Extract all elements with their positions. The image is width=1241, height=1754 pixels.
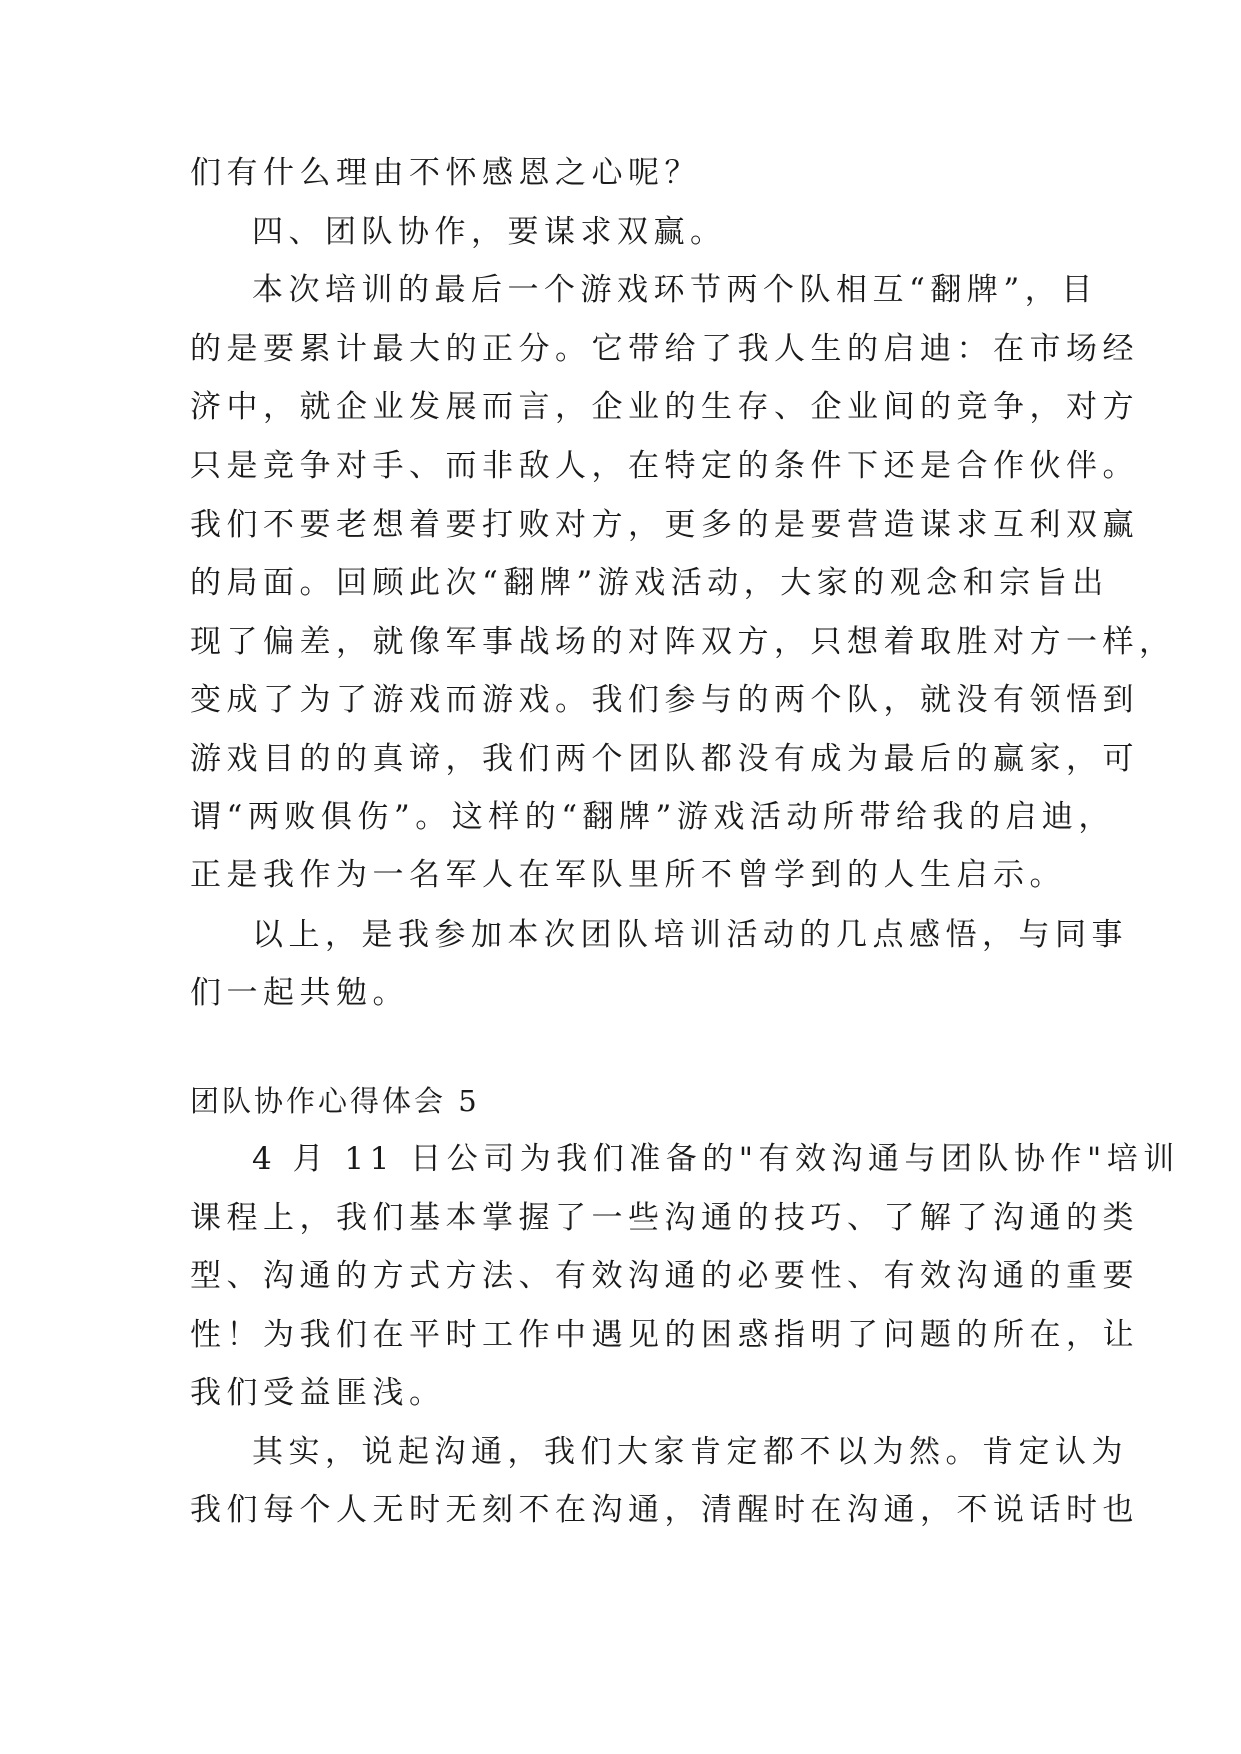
text-line: 课程上，我们基本掌握了一些沟通的技巧、了解了沟通的类	[190, 1200, 1139, 1236]
text-line: 我们受益匪浅。	[190, 1375, 446, 1411]
text-line: 其实，说起沟通，我们大家肯定都不以为然。肯定认为	[252, 1434, 1128, 1470]
text-line: 性！为我们在平时工作中遇见的困惑指明了问题的所在，让	[190, 1317, 1139, 1353]
text-line: 们一起共勉。	[190, 975, 409, 1011]
text-line: 的局面。回顾此次“翻牌”游戏活动，大家的观念和宗旨出	[190, 565, 1109, 601]
text-line: 们有什么理由不怀感恩之心呢？	[190, 155, 701, 191]
text-line: 我们每个人无时无刻不在沟通，清醒时在沟通，不说话时也	[190, 1492, 1139, 1528]
text-line: 的是要累计最大的正分。它带给了我人生的启迪：在市场经	[190, 331, 1139, 367]
text-line: 只是竞争对手、而非敌人，在特定的条件下还是合作伙伴。	[190, 448, 1139, 484]
text-line: 以上，是我参加本次团队培训活动的几点感悟，与同事	[252, 917, 1128, 953]
text-line: 现了偏差，就像军事战场的对阵双方，只想着取胜对方一样，	[190, 624, 1176, 660]
text-line: 4 月 11 日公司为我们准备的"有效沟通与团队协作"培训	[252, 1141, 1180, 1177]
text-line: 谓“两败俱伤”。这样的“翻牌”游戏活动所带给我的启迪，	[190, 799, 1115, 835]
text-line: 型、沟通的方式方法、有效沟通的必要性、有效沟通的重要	[190, 1258, 1139, 1294]
text-line: 游戏目的的真谛，我们两个团队都没有成为最后的赢家，可	[190, 741, 1139, 777]
text-line: 正是我作为一名军人在军队里所不曾学到的人生启示。	[190, 857, 1066, 893]
document-title: 团队协作心得体会 5	[190, 1084, 480, 1118]
text-line: 济中，就企业发展而言，企业的生存、企业间的竞争，对方	[190, 389, 1139, 425]
text-line: 我们不要老想着要打败对方，更多的是要营造谋求互利双赢	[190, 507, 1139, 543]
text-line: 变成了为了游戏而游戏。我们参与的两个队，就没有领悟到	[190, 682, 1139, 718]
section-heading: 四、团队协作，要谋求双赢。	[252, 214, 727, 250]
text-line: 本次培训的最后一个游戏环节两个队相互“翻牌”，目	[252, 272, 1098, 308]
